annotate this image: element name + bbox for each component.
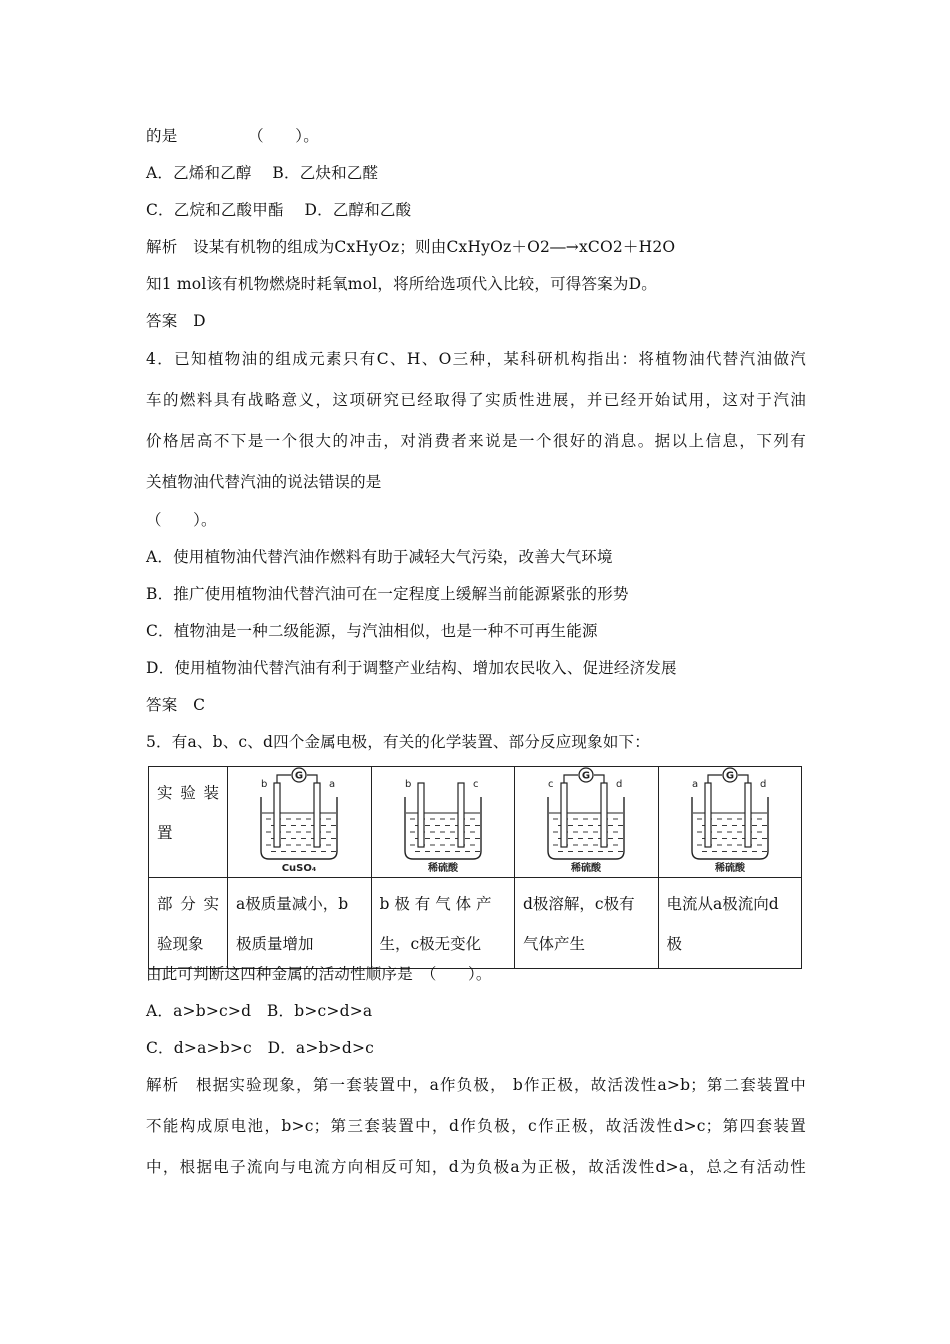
galvanometer-label: G <box>582 770 591 782</box>
table-label-cell <box>149 878 228 969</box>
label-line: 置 <box>157 824 173 842</box>
answer-line: 答案 C <box>146 696 206 714</box>
electrode-label: b <box>404 779 412 790</box>
apparatus-cell <box>371 767 515 878</box>
label-line: 验现象 <box>157 935 204 953</box>
beaker <box>548 797 624 859</box>
electrode-plate <box>745 783 751 847</box>
electrolytic-cell-diagram <box>383 767 503 875</box>
observation-line: d极溶解，c极有 <box>523 895 635 913</box>
galvanometer-label: G <box>295 770 304 782</box>
question-line: 4．已知植物油的组成元素只有C、H、O三种，某科研机构指出：将植物油代替汽油做汽 <box>146 350 806 368</box>
electrode-plate <box>458 783 464 847</box>
observation-cell <box>228 878 372 969</box>
table-label-cell <box>149 767 228 878</box>
electrode-plate <box>705 783 711 847</box>
electrode-label: d <box>759 779 767 790</box>
electrode-plate <box>561 783 567 847</box>
electrode-label: b <box>261 779 268 790</box>
question-line: 关植物油代替汽油的说法错误的是 <box>146 473 382 491</box>
electrode-plate <box>601 783 607 847</box>
analysis-line: 解析 根据实验现象，第一套装置中，a作负极， b作正极，故活泼性a>b；第二套装置中 <box>146 1076 806 1094</box>
solution-label: 稀硫酸 <box>571 863 602 874</box>
electrolytic-cell-diagram <box>526 767 646 875</box>
observation-line: b 极 有 气 体 产 <box>379 895 492 913</box>
galvanometer-label: G <box>725 770 734 782</box>
text-line: 的是 （ ）。 <box>146 127 319 145</box>
observation-line: 电流从a极流向d <box>666 895 779 913</box>
question-line: 价格居高不下是一个很大的冲击，对消费者来说是一个很好的消息。据以上信息，下列有 <box>146 432 806 450</box>
apparatus-cell <box>515 767 659 878</box>
observation-cell <box>371 878 515 969</box>
option-line: A．乙烯和乙醇 B．乙炔和乙醛 <box>146 164 379 182</box>
electrode-plate <box>418 783 424 847</box>
option-line: C．乙烷和乙酸甲酯 D．乙醇和乙酸 <box>146 201 412 219</box>
observation-line: 极质量增加 <box>236 935 314 953</box>
analysis-line: 中，根据电子流向与电流方向相反可知，d为负极a为正极，故活泼性d>a，总之有活动性 <box>146 1158 806 1176</box>
electrode-plate <box>274 783 280 847</box>
analysis-line: 不能构成原电池，b>c；第三套装置中，d作负极，c作正极，故活泼性d>c；第四套装置 <box>146 1117 806 1135</box>
observation-line: a极质量减小，b <box>236 895 349 913</box>
electrode-label: d <box>616 779 623 790</box>
solution-label: 稀硫酸 <box>714 863 745 874</box>
option-line: D．使用植物油代替汽油有利于调整产业结构、增加农民收入、促进经济发展 <box>146 659 677 677</box>
beaker <box>692 797 768 859</box>
observation-cell <box>658 878 802 969</box>
question-line: 由此可判断这四种金属的活动性顺序是 （ ）。 <box>146 965 492 983</box>
electrolytic-cell-diagram <box>670 767 790 875</box>
observation-line: 生，c极无变化 <box>379 935 482 953</box>
electrode-plate <box>314 783 320 847</box>
experiment-table <box>148 766 802 969</box>
question-line: （ ）。 <box>146 511 217 529</box>
electrolytic-cell-diagram <box>239 767 359 875</box>
apparatus-cell <box>658 767 802 878</box>
beaker <box>405 797 481 859</box>
question-line: 车的燃料具有战略意义，这项研究已经取得了实质性进展，并已经开始试用，这对于汽油 <box>146 391 806 409</box>
observation-line: 气体产生 <box>523 935 586 953</box>
electrode-label: c <box>548 779 554 790</box>
option-line: C．d>a>b>c D．a>b>d>c <box>146 1039 375 1057</box>
electrode-label: c <box>472 779 479 790</box>
electrode-label: a <box>329 779 336 790</box>
solution-label: 稀硫酸 <box>427 863 458 874</box>
beaker <box>261 797 337 859</box>
option-line: B．推广使用植物油代替汽油可在一定程度上缓解当前能源紧张的形势 <box>146 585 629 603</box>
label-line: 实 验 装 <box>157 784 219 802</box>
observation-line: 极 <box>666 935 683 953</box>
analysis-line: 解析 设某有机物的组成为CxHyOz；则由CxHyOz＋O2―→xCO2＋H2O <box>146 238 676 256</box>
apparatus-cell <box>228 767 372 878</box>
answer-line: 答案 D <box>146 312 206 330</box>
observation-cell <box>515 878 659 969</box>
option-line: A．使用植物油代替汽油作燃料有助于减轻大气污染，改善大气环境 <box>146 548 613 566</box>
electrode-label: a <box>691 779 698 790</box>
solution-label: CuSO₄ <box>281 863 317 874</box>
option-line: A．a>b>c>d B．b>c>d>a <box>146 1002 373 1020</box>
analysis-line: 知1 mol该有机物燃烧时耗氧mol，将所给选项代入比较，可得答案为D。 <box>146 275 657 293</box>
question-line: 5．有a、b、c、d四个金属电极，有关的化学装置、部分反应现象如下： <box>146 733 650 751</box>
option-line: C．植物油是一种二级能源，与汽油相似，也是一种不可再生能源 <box>146 622 598 640</box>
label-line: 部 分 实 <box>157 895 219 913</box>
